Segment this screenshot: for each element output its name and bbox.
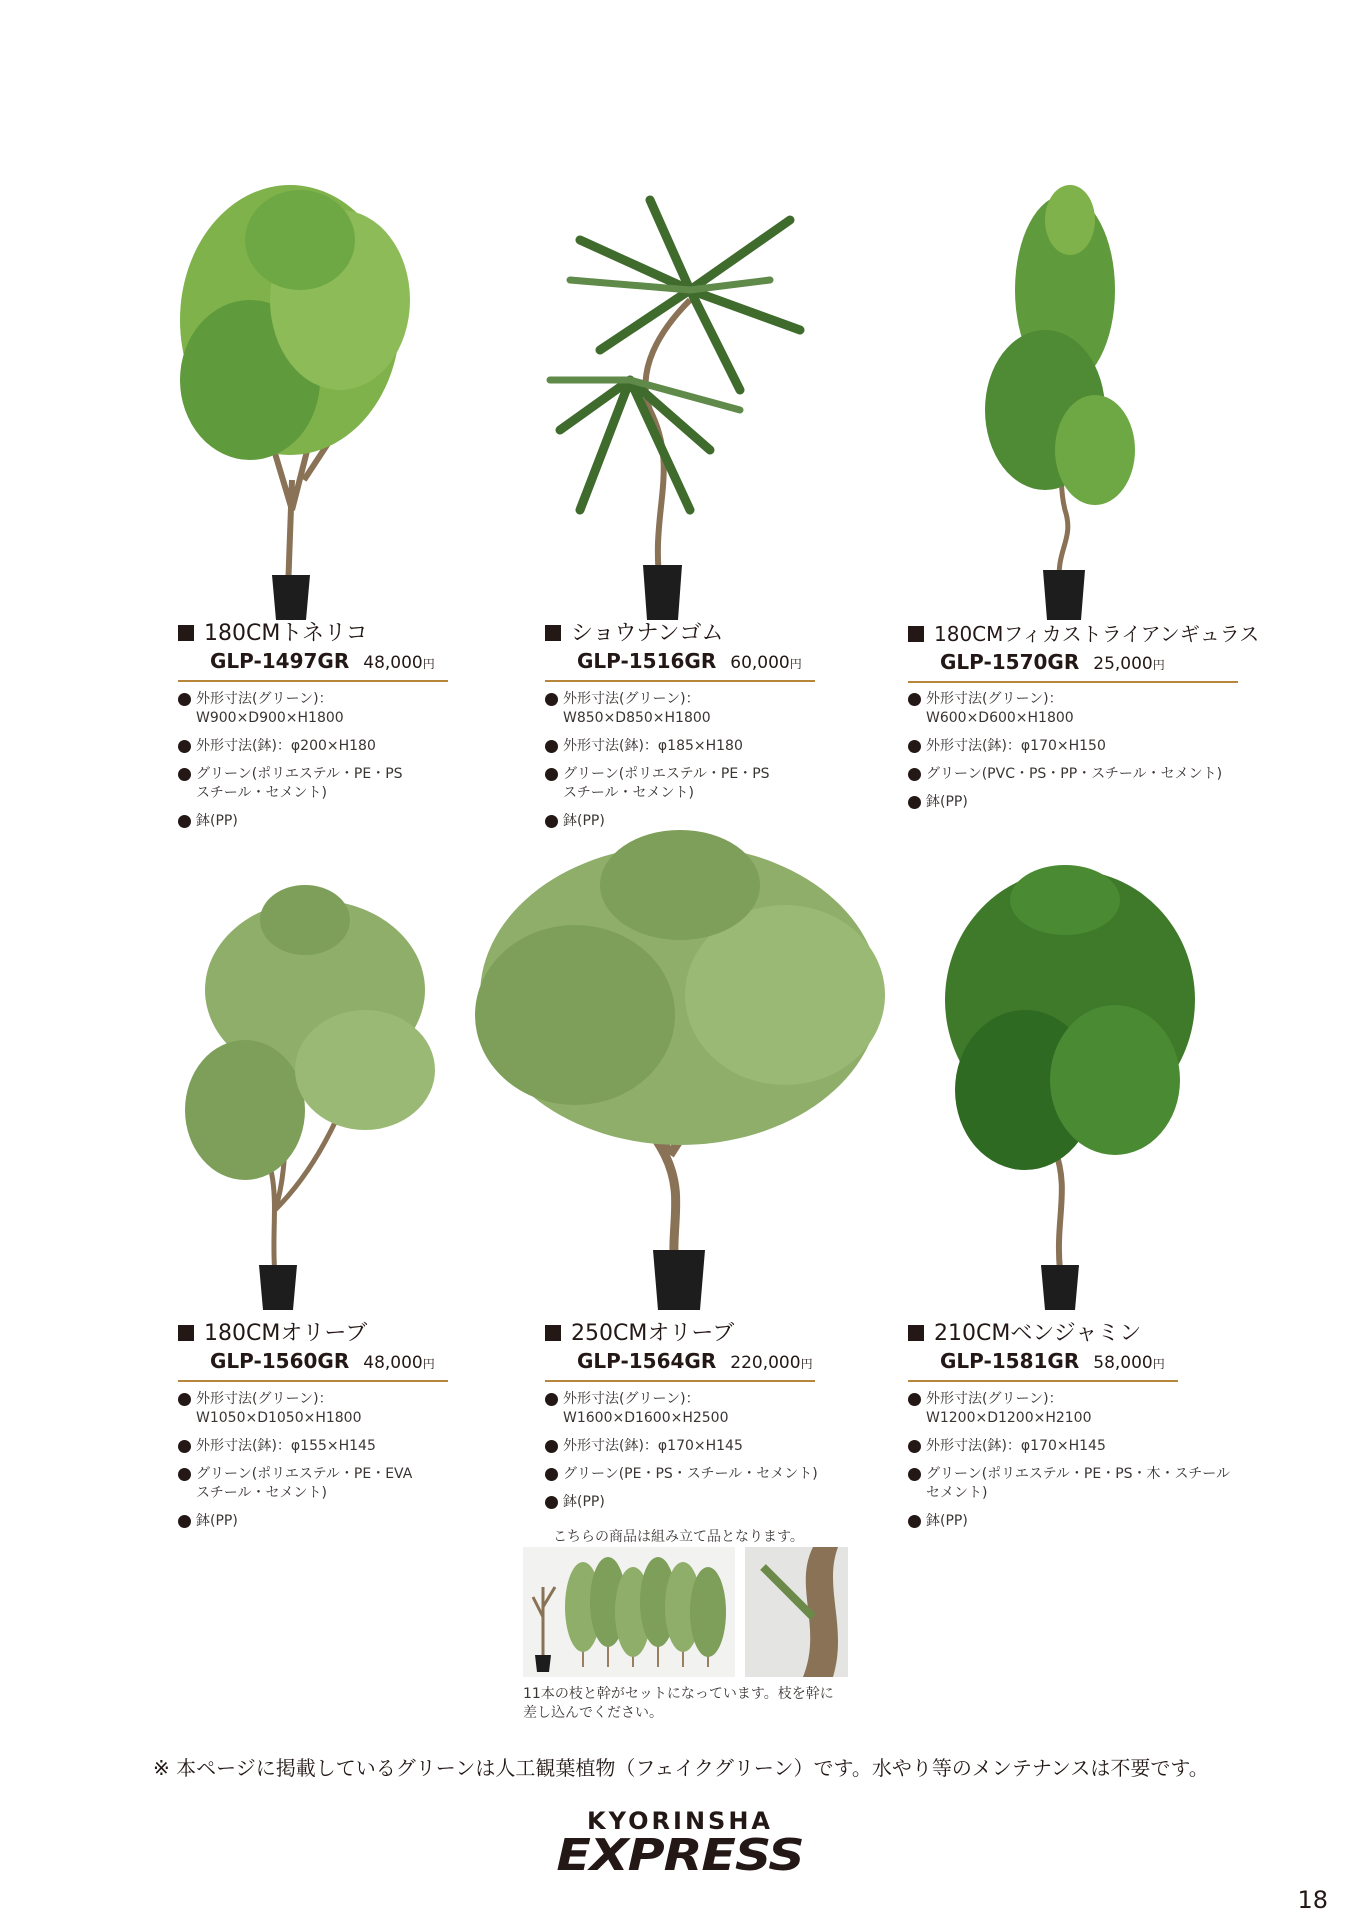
spec-item: グリーン(ポリエステル・PE・PS・木・スチール セメント) xyxy=(908,1465,1238,1503)
square-bullet-icon xyxy=(908,1325,924,1341)
plant-photo-shounan-gomu xyxy=(540,180,820,620)
spec-item: 外形寸法(鉢)：φ170×H150 xyxy=(908,737,1238,756)
spec-item: グリーン(ポリエステル・PE・EVA スチール・セメント) xyxy=(178,1465,508,1503)
product-code: GLP-1570GR xyxy=(940,650,1080,674)
assembly-photos xyxy=(523,1547,848,1677)
spec-list xyxy=(178,690,508,840)
spec-item: グリーン(PVC・PS・PP・スチール・セメント) xyxy=(908,765,1238,784)
bullet-dot-icon xyxy=(545,740,558,753)
bullet-dot-icon xyxy=(178,768,191,781)
logo-top-text: KYORINSHA xyxy=(587,1807,773,1835)
bullet-dot-icon xyxy=(908,768,921,781)
square-bullet-icon xyxy=(908,626,924,642)
footer-note: ※ 本ページに掲載しているグリーンは人工観葉植物（フェイクグリーン）です。水やり等のメンテナンスは不要です。 xyxy=(153,1756,1209,1780)
product-name: 180CMトネリコ xyxy=(204,621,368,646)
product-price: 48,000 xyxy=(363,653,423,673)
bullet-dot-icon xyxy=(545,1393,558,1406)
bullet-dot-icon xyxy=(178,1515,191,1528)
spec-item: 外形寸法(鉢)：φ185×H180 xyxy=(545,737,875,756)
spec-item: 鉢(PP) xyxy=(908,1512,1238,1531)
plant-photo-ficus-triangularis xyxy=(975,180,1155,620)
square-bullet-icon xyxy=(178,625,194,641)
spec-item: 外形寸法(鉢)：φ200×H180 xyxy=(178,737,508,756)
price-unit: 円 xyxy=(422,657,435,671)
bullet-dot-icon xyxy=(908,693,921,706)
plant-photo-benjamin xyxy=(935,860,1205,1310)
shounan-gomu-tree-image xyxy=(540,180,820,620)
olive-180-tree-image xyxy=(175,880,445,1310)
plant-photo-olive-180 xyxy=(175,880,445,1310)
price-unit: 円 xyxy=(789,657,802,671)
spec-item: 鉢(PP) xyxy=(178,812,508,831)
square-bullet-icon xyxy=(545,625,561,641)
assembly-note: こちらの商品は組み立て品となります。 xyxy=(553,1529,804,1545)
bullet-dot-icon xyxy=(908,1440,921,1453)
square-bullet-icon xyxy=(178,1325,194,1341)
price-unit: 円 xyxy=(800,1357,813,1371)
product-price: 48,000 xyxy=(363,1353,423,1373)
spec-item: グリーン(PE・PS・スチール・セメント) xyxy=(545,1465,875,1484)
product-price: 220,000 xyxy=(730,1353,801,1373)
spec-item: 外形寸法(グリーン)： W600×D600×H1800 xyxy=(908,690,1238,728)
bullet-dot-icon xyxy=(545,1468,558,1481)
bullet-dot-icon xyxy=(545,1496,558,1509)
spec-list xyxy=(545,690,875,840)
spec-item: 鉢(PP) xyxy=(908,793,1238,812)
product-name: ショウナンゴム xyxy=(571,621,724,646)
page-number: 18 xyxy=(1297,1886,1328,1914)
assembly-parts-image xyxy=(523,1547,848,1677)
bullet-dot-icon xyxy=(908,740,921,753)
product-code: GLP-1564GR xyxy=(577,1349,717,1373)
bullet-dot-icon xyxy=(178,693,191,706)
spec-item: 外形寸法(鉢)：φ170×H145 xyxy=(908,1437,1238,1456)
spec-list xyxy=(908,690,1238,821)
spec-item: 外形寸法(鉢)：φ170×H145 xyxy=(545,1437,875,1456)
bullet-dot-icon xyxy=(908,1393,921,1406)
bullet-dot-icon xyxy=(178,815,191,828)
olive-250-tree-image xyxy=(465,825,895,1310)
product-name: 180CMフィカストライアンギュラス xyxy=(934,622,1260,646)
assembly-caption: 11本の枝と幹がセットになっています。枝を幹に 差し込んでください。 xyxy=(523,1686,834,1721)
ficus-triangularis-tree-image xyxy=(975,180,1155,620)
bullet-dot-icon xyxy=(178,1393,191,1406)
bullet-dot-icon xyxy=(908,1468,921,1481)
product-name: 180CMオリーブ xyxy=(204,1321,368,1346)
product-price: 58,000 xyxy=(1093,1353,1153,1373)
spec-list xyxy=(178,1390,508,1540)
price-unit: 円 xyxy=(1152,658,1165,672)
price-unit: 円 xyxy=(1152,1357,1165,1371)
tonerico-tree-image xyxy=(170,180,440,620)
spec-item: 外形寸法(鉢)：φ155×H145 xyxy=(178,1437,508,1456)
logo-main-text: EXPRESS xyxy=(556,1830,804,1881)
spec-item: 鉢(PP) xyxy=(178,1512,508,1531)
spec-item: 外形寸法(グリーン)： W1600×D1600×H2500 xyxy=(545,1390,875,1428)
spec-list xyxy=(545,1390,875,1521)
product-code: GLP-1497GR xyxy=(210,649,350,673)
spec-list xyxy=(908,1390,1238,1540)
plant-photo-olive-250 xyxy=(465,825,895,1310)
product-price: 60,000 xyxy=(730,653,790,673)
kyorinsha-express-logo xyxy=(545,1807,815,1881)
product-name: 250CMオリーブ xyxy=(571,1321,735,1346)
spec-item: グリーン(ポリエステル・PE・PS スチール・セメント) xyxy=(178,765,508,803)
product-code: GLP-1581GR xyxy=(940,1349,1080,1373)
spec-item: 外形寸法(グリーン)： W900×D900×H1800 xyxy=(178,690,508,728)
spec-item: 外形寸法(グリーン)： W850×D850×H1800 xyxy=(545,690,875,728)
product-code: GLP-1516GR xyxy=(577,649,717,673)
spec-item: 外形寸法(グリーン)： W1050×D1050×H1800 xyxy=(178,1390,508,1428)
bullet-dot-icon xyxy=(545,768,558,781)
plant-photo-tonerico xyxy=(170,180,440,620)
spec-item: 鉢(PP) xyxy=(545,812,875,831)
spec-item: グリーン(ポリエステル・PE・PS スチール・セメント) xyxy=(545,765,875,803)
product-code: GLP-1560GR xyxy=(210,1349,350,1373)
price-unit: 円 xyxy=(422,1357,435,1371)
bullet-dot-icon xyxy=(178,1468,191,1481)
benjamin-tree-image xyxy=(935,860,1205,1310)
bullet-dot-icon xyxy=(545,1440,558,1453)
bullet-dot-icon xyxy=(178,1440,191,1453)
bullet-dot-icon xyxy=(178,740,191,753)
spec-item: 鉢(PP) xyxy=(545,1493,875,1512)
product-price: 25,000 xyxy=(1093,654,1153,674)
square-bullet-icon xyxy=(545,1325,561,1341)
bullet-dot-icon xyxy=(545,693,558,706)
product-name: 210CMベンジャミン xyxy=(934,1321,1142,1346)
bullet-dot-icon xyxy=(908,1515,921,1528)
spec-item: 外形寸法(グリーン)： W1200×D1200×H2100 xyxy=(908,1390,1238,1428)
bullet-dot-icon xyxy=(908,796,921,809)
